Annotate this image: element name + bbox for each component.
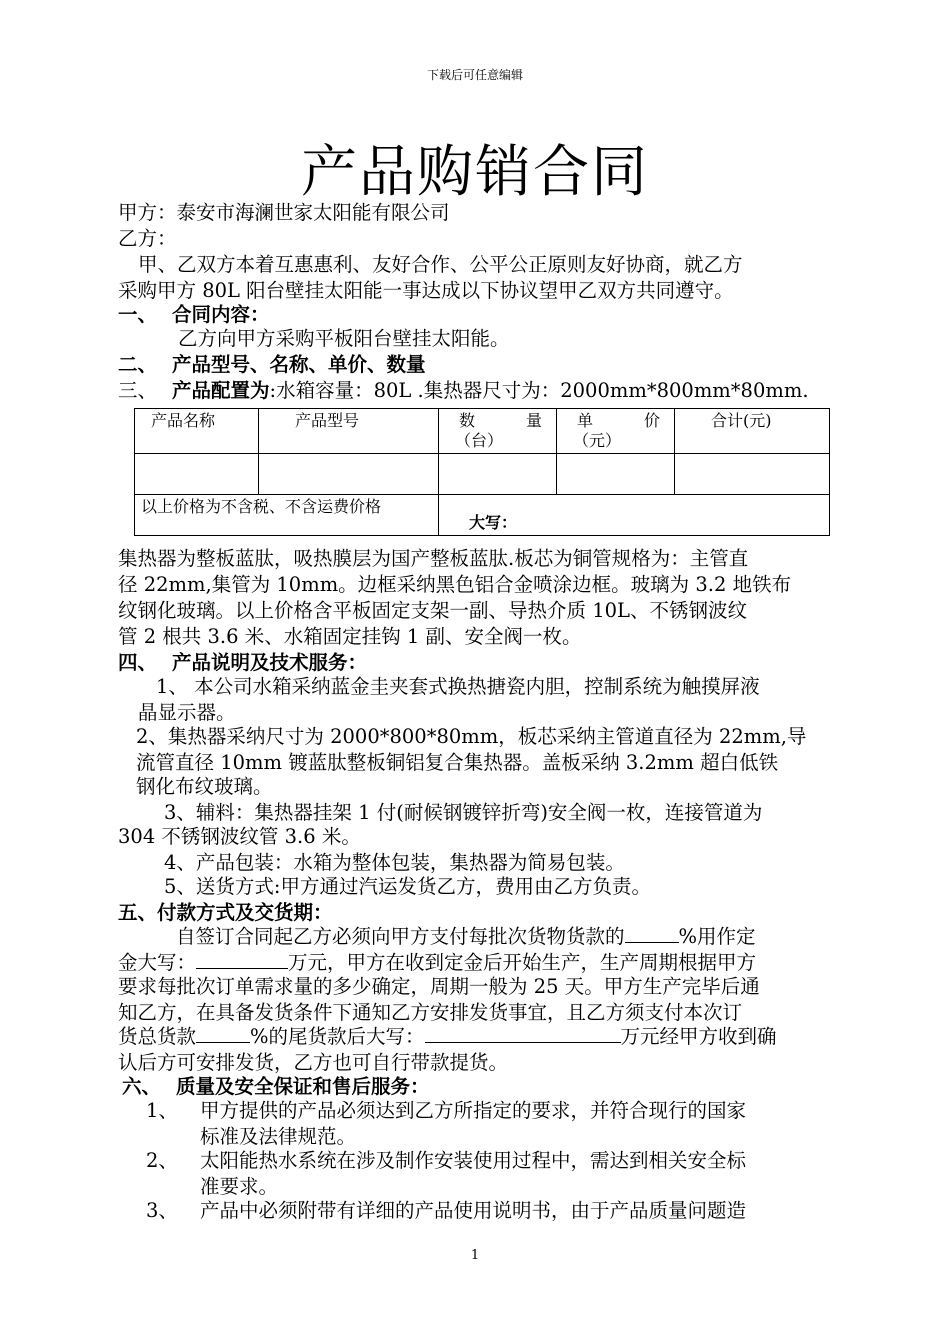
document-title: 产品购销合同 (301, 140, 649, 205)
s5-line-5: 货总货款 %的尾货款后大写： 万元经甲方收到确 (118, 1025, 777, 1048)
cell-empty (259, 454, 439, 495)
amount-in-words: 大写： (439, 495, 830, 536)
product-table (134, 408, 830, 536)
s5-line-6: 认后方可安排发货，乙方也可自行带款提货。 (118, 1051, 509, 1074)
table-note-row (135, 495, 830, 536)
cell-empty (135, 454, 259, 495)
cell-empty (439, 454, 557, 495)
col-quantity: 数 量 （台） (439, 409, 557, 454)
intro-line-2: 采购甲方 80L 阳台壁挂太阳能一事达成以下协议望甲乙双方共同遵守。 (118, 279, 734, 302)
section-4-title: 产品说明及技术服务： (172, 651, 368, 674)
table-row (135, 454, 830, 495)
s6-item-1-l2: 标准及法律规范。 (200, 1125, 357, 1148)
s3-body-3: 纹钢化玻璃。以上价格含平板固定支架一副、导热介质 10L、不锈钢波纹 (118, 599, 747, 622)
intro-line-1: 甲、乙双方本着互惠惠利、友好合作、公平公正原则友好协商，就乙方 (138, 253, 743, 276)
deposit-amount-blank[interactable] (196, 950, 288, 969)
col-product-model: 产品型号 (259, 409, 439, 454)
section-2-num: 二、 (118, 353, 158, 376)
deposit-percent-blank[interactable] (625, 924, 679, 943)
s4-item-2-l3: 钢化布纹玻璃。 (136, 775, 273, 798)
s5-line-2: 金大写： 万元，甲方在收到定金后开始生产，生产周期根据甲方 (118, 951, 757, 974)
col-unit-price: 单 价 （元） (557, 409, 675, 454)
balance-amount-blank[interactable] (425, 1024, 621, 1043)
s6-item-1-num: 1、 (146, 1099, 178, 1122)
s6-item-2-num: 2、 (146, 1149, 178, 1172)
s4-item-3-l1: 3、辅料：集热器挂架 1 付(耐候钢镀锌折弯)安全阀一枚，连接管道为 (164, 801, 763, 824)
s4-item-2-l1: 2、集热器采纳尺寸为 2000*800*80mm，板芯采纳主管道直径为 22mm,导 (136, 725, 807, 748)
s6-item-2-l2: 准要求。 (200, 1175, 279, 1198)
s4-item-3-l2: 304 不锈钢波纹管 3.6 米。 (118, 825, 361, 848)
page-number: 1 (470, 1248, 480, 1263)
s4-item-2-l2: 流管直径 10mm 镀蓝肽整板铜铝复合集热器。盖板采纳 3.2mm 超白低铁 (136, 751, 779, 774)
col-total: 合计(元) (675, 409, 830, 454)
section-6-num: 六、 (122, 1075, 162, 1098)
s5-line-1: 自签订合同起乙方必须向甲方支付每批次货物货款的 %用作定 (176, 925, 756, 948)
section-5-title: 五、付款方式及交货期： (118, 901, 333, 924)
section-2-title: 产品型号、名称、单价、数量 (172, 353, 426, 376)
section-3-rest: :水箱容量：80L .集热器尺寸为：2000mm*800mm*80mm. (269, 379, 809, 402)
party-b: 乙方： (118, 227, 177, 250)
cell-empty (675, 454, 830, 495)
s6-item-1-l1: 甲方提供的产品必须达到乙方所指定的要求，并符合现行的国家 (200, 1099, 747, 1122)
section-1-body: 乙方向甲方采购平板阳台壁挂太阳能。 (178, 327, 510, 350)
balance-percent-blank[interactable] (196, 1024, 250, 1043)
section-3-title: 产品配置为 (172, 379, 270, 402)
s5-line-4: 知乙方，在具备发货条件下通知乙方安排发货事宜，且乙方须支付本次订 (118, 1001, 743, 1024)
page-header: 下载后可任意编辑 (426, 68, 523, 82)
s4-item-4: 4、产品包装：水箱为整体包装，集热器为简易包装。 (164, 851, 625, 874)
s3-body-2: 径 22mm,集管为 10mm。边框采纳黑色铝合金喷涂边框。玻璃为 3.2 地铁布 (118, 573, 792, 596)
section-4-num: 四、 (118, 651, 158, 674)
s4-item-1-l2: 晶显示器。 (138, 701, 236, 724)
party-a: 甲方：泰安市海澜世家太阳能有限公司 (118, 201, 450, 224)
s3-body-4: 管 2 根共 3.6 米、水箱固定挂钩 1 副、安全阀一枚。 (118, 625, 582, 648)
table-header-row (135, 409, 830, 454)
section-3-num: 三、 (118, 379, 158, 402)
s6-item-2-l1: 太阳能热水系统在涉及制作安装使用过程中，需达到相关安全标 (200, 1149, 747, 1172)
section-1-num: 一、 (118, 303, 158, 326)
section-3-line (172, 378, 809, 404)
s3-body-1: 集热器为整板蓝肽，吸热膜层为国产整板蓝肽.板芯为铜管规格为：主管直 (118, 547, 749, 570)
cell-empty (557, 454, 675, 495)
s4-item-5: 5、送货方式:甲方通过汽运发货乙方，费用由乙方负责。 (164, 875, 651, 898)
s5-line-3: 要求每批次订单需求量的多少确定，周期一般为 25 天。甲方生产完毕后通 (118, 975, 760, 998)
section-6-title: 质量及安全保证和售后服务： (176, 1075, 430, 1098)
s6-item-3-num: 3、 (146, 1199, 178, 1222)
price-note: 以上价格为不含税、不含运费价格 (135, 495, 439, 536)
col-product-name: 产品名称 (135, 409, 259, 454)
s6-item-3-l1: 产品中必须附带有详细的产品使用说明书，由于产品质量问题造 (200, 1199, 747, 1222)
section-1-title: 合同内容： (172, 303, 270, 326)
s4-item-1-l1: 1、 本公司水箱采纳蓝金圭夹套式换热搪瓷内胆，控制系统为触摸屏液 (156, 675, 760, 698)
